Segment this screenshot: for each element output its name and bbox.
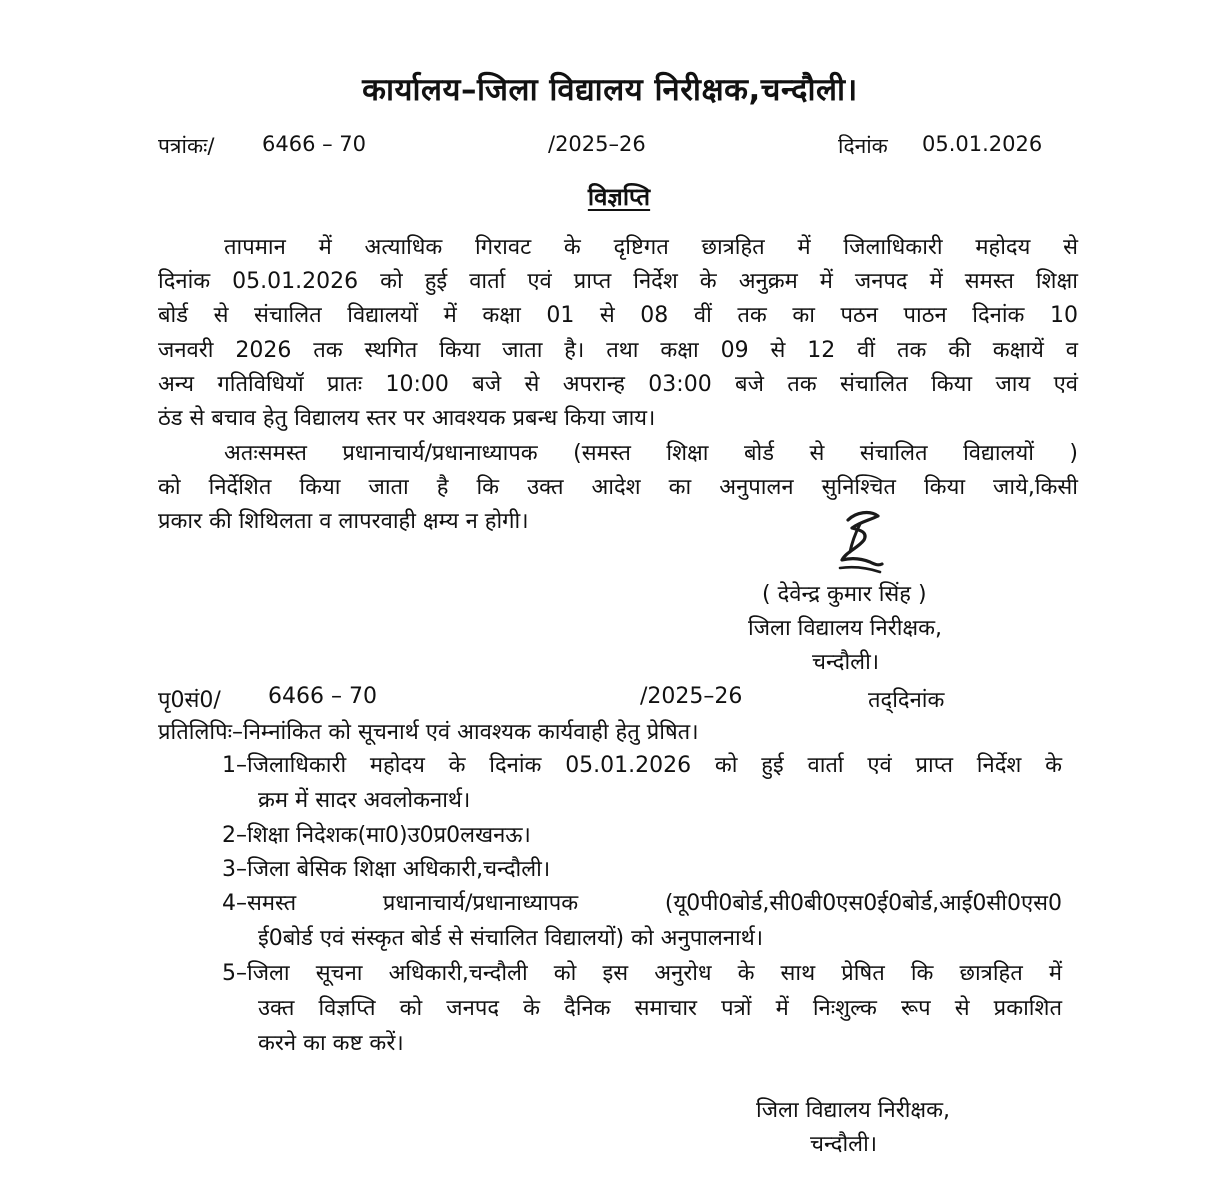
signatory-place: चन्दौली। bbox=[812, 650, 880, 675]
copy-ref-date: तद्‌दिनांक bbox=[868, 688, 945, 713]
list-item-line: 3–जिला बेसिक शिक्षा अधिकारी,चन्दौली। bbox=[222, 857, 551, 882]
letter-date-label: दिनांक bbox=[838, 134, 888, 158]
paragraph-line: अतःसमस्त प्रधानाचार्य/प्रधानाध्यापक (समस्त शिक्षा बोर्ड से संचालित विद्यालयों ) bbox=[224, 441, 1078, 466]
notice-paragraph-2 bbox=[158, 437, 1078, 540]
paragraph-line: प्रकार की शिथिलता व लापरवाही क्षम्य न होगी। bbox=[158, 509, 529, 535]
signatory-name: ( देवेन्द्र कुमार सिंह ) bbox=[762, 582, 927, 607]
footer-place: चन्दौली। bbox=[810, 1132, 878, 1157]
office-title: कार्यालय–जिला विद्यालय निरीक्षक,चन्दौली। bbox=[362, 72, 858, 108]
list-item-line: 4–समस्त प्रधानाचार्य/प्रधानाध्यापक (यू0पी0बोर्ड,सी0बी0एस0ई0बोर्ड,आई0सी0एस0 bbox=[222, 891, 1062, 916]
letter-number-label: पत्रांकः/ bbox=[158, 134, 215, 158]
copy-ref-number: 6466 – 70 bbox=[268, 684, 377, 709]
list-item-line: 1–जिलाधिकारी महोदय के दिनांक 05.01.2026 को हुई वार्ता एवं प्राप्त निर्देश के bbox=[222, 753, 1062, 778]
paragraph-line: को निर्देशित किया जाता है कि उक्त आदेश का अनुपालन सुनिश्चित किया जाये,किसी bbox=[158, 475, 1078, 501]
letter-date: 05.01.2026 bbox=[922, 132, 1043, 156]
list-item-line: उक्त विज्ञप्ति को जनपद के दैनिक समाचार पत्रों में निःशुल्क रूप से प्रकाशित bbox=[258, 996, 1062, 1021]
letter-session: /2025–26 bbox=[548, 132, 646, 156]
paragraph-line: अन्य गतिविधियॉ प्रातः 10:00 बजे से अपरान्ह 03:00 बजे तक संचालित किया जाय एवं bbox=[158, 371, 1078, 397]
copy-item-2 bbox=[222, 818, 1062, 853]
paragraph-line: बोर्ड से संचालित विद्यालयों में कक्षा 01 से 08 वीं तक का पठन पाठन दिनांक 10 bbox=[158, 303, 1078, 329]
copy-item-4 bbox=[222, 886, 1062, 956]
notice-heading: विज्ञप्ति bbox=[587, 183, 651, 211]
copy-item-3 bbox=[222, 852, 1062, 887]
copy-ref-label: पृ0सं0/ bbox=[158, 688, 221, 713]
copy-item-1 bbox=[222, 748, 1062, 818]
footer-designation: जिला विद्यालय निरीक्षक, bbox=[756, 1098, 951, 1123]
signatory-designation: जिला विद्यालय निरीक्षक, bbox=[748, 616, 943, 641]
list-item-line: 2–शिक्षा निदेशक(मा0)उ0प्र0लखनऊ। bbox=[222, 823, 531, 848]
letter-number: 6466 – 70 bbox=[262, 132, 367, 156]
paragraph-line: ठंड से बचाव हेतु विद्यालय स्तर पर आवश्यक प्रबन्ध किया जाय। bbox=[158, 406, 656, 432]
paragraph-line: दिनांक 05.01.2026 को हुई वार्ता एवं प्राप्त निर्देश के अनुक्रम में जनपद में समस्त शिक्षा bbox=[158, 269, 1078, 295]
paragraph-line: जनवरी 2026 तक स्थगित किया जाता है। तथा कक्षा 09 से 12 वीं तक की कक्षायें व bbox=[158, 337, 1078, 363]
copy-intro: प्रतिलिपिः–निम्नांकित को सूचनार्थ एवं आवश्यक कार्यवाही हेतु प्रेषित। bbox=[158, 720, 699, 745]
list-item-line: 5–जिला सूचना अधिकारी,चन्दौली को इस अनुरोध के साथ प्रेषित कि छात्रहित में bbox=[222, 961, 1062, 986]
list-item-line: करने का कष्ट करें। bbox=[258, 1031, 404, 1056]
copy-ref-session: /2025–26 bbox=[640, 684, 743, 709]
list-item-line: क्रम में सादर अवलोकनार्थ। bbox=[258, 788, 471, 813]
notice-paragraph-1 bbox=[158, 231, 1078, 436]
handwritten-signature bbox=[830, 508, 890, 580]
paragraph-line: तापमान में अत्याधिक गिरावट के दृष्टिगत छात्रहित में जिलाधिकारी महोदय से bbox=[224, 235, 1078, 260]
copy-item-5 bbox=[222, 956, 1062, 1061]
list-item-line: ई0बोर्ड एवं संस्कृत बोर्ड से संचालित विद्यालयों) को अनुपालनार्थ। bbox=[258, 926, 764, 951]
